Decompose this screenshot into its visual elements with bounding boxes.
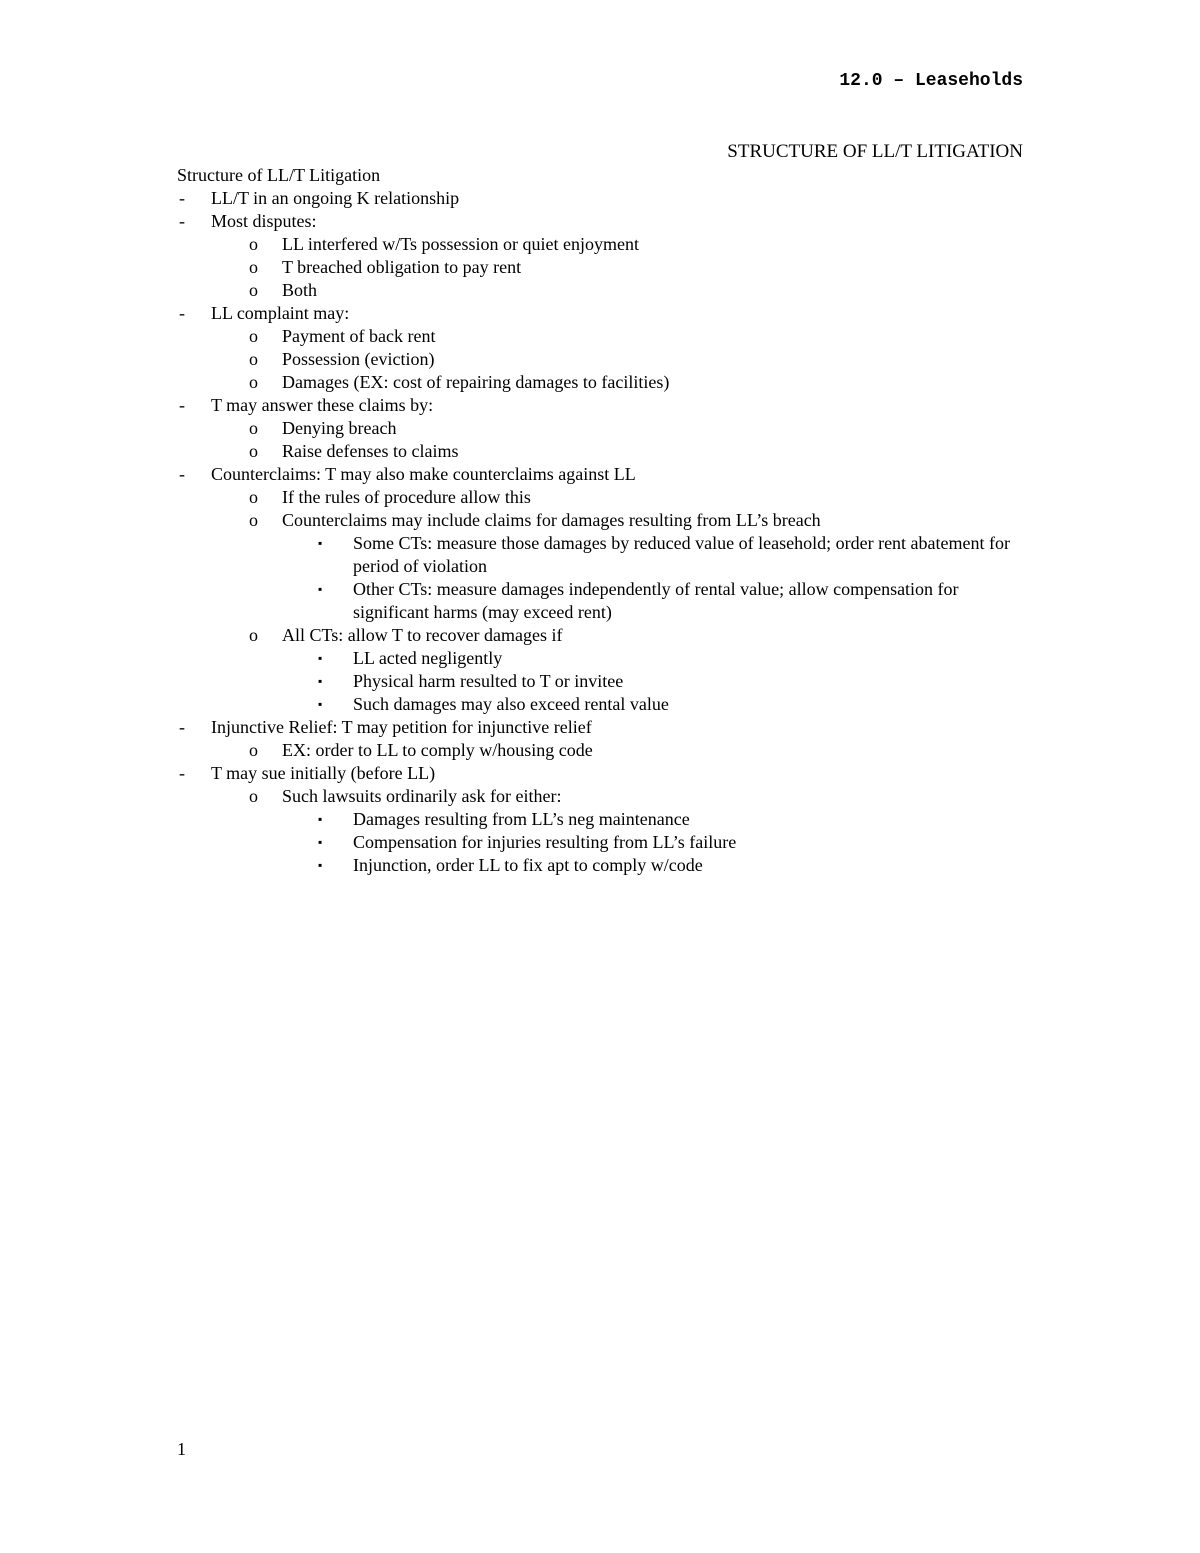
outline-sublist (211, 233, 1027, 302)
bullet-marker: ▪ (318, 536, 323, 550)
outline-item-level-3 (177, 693, 1027, 716)
bullet-marker: - (179, 188, 185, 208)
outline-item-level-3 (177, 532, 1027, 578)
bullet-marker: o (249, 257, 258, 277)
outline-item-text: All CTs: allow T to recover damages if (282, 625, 563, 645)
outline-item-level-1 (177, 463, 1027, 716)
page-number: 1 (177, 1439, 186, 1459)
outline-item-level-2 (177, 440, 1027, 463)
outline-item-level-3 (177, 854, 1027, 877)
bullet-marker: ▪ (318, 582, 323, 596)
outline-sublist (177, 532, 1027, 624)
outline-sublist (211, 785, 1027, 877)
bullet-marker: o (249, 740, 258, 760)
outline-sublist (211, 417, 1027, 463)
bullet-marker: - (179, 464, 185, 484)
bullet-marker: - (179, 303, 185, 323)
outline-item-level-2 (177, 486, 1027, 509)
page-header: 12.0 – Leaseholds (839, 71, 1023, 91)
outline-item-level-2 (177, 325, 1027, 348)
outline-item-text: Possession (eviction) (282, 349, 435, 369)
bullet-marker: ▪ (318, 651, 323, 665)
outline-item-level-3 (177, 808, 1027, 831)
outline-item-level-1 (177, 716, 1027, 762)
bullet-marker: - (179, 211, 185, 231)
outline-item-level-2 (177, 233, 1027, 256)
section-title: STRUCTURE OF LL/T LITIGATION (727, 141, 1023, 162)
outline-item-text: Other CTs: measure damages independently of rental value; allow compensation for significant harms (may exceed rent) (353, 579, 959, 622)
outline-item-text: Injunction, order LL to fix apt to comply w/code (353, 855, 703, 875)
outline-item-text: Most disputes: (211, 211, 317, 231)
outline-item-level-1 (177, 302, 1027, 394)
bullet-marker: ▪ (318, 858, 323, 872)
outline-item-text: Counterclaims may include claims for damages resulting from LL’s breach (282, 510, 821, 530)
outline-item-text: Such damages may also exceed rental value (353, 694, 669, 714)
outline-item-text: LL interfered w/Ts possession or quiet enjoyment (282, 234, 639, 254)
outline-item-level-2 (177, 509, 1027, 624)
outline-item-level-2 (177, 256, 1027, 279)
outline-item-level-3 (177, 647, 1027, 670)
outline-sublist (211, 739, 1027, 762)
bullet-marker: o (249, 487, 258, 507)
bullet-marker: - (179, 717, 185, 737)
document-body (177, 164, 1027, 877)
outline-item-text: T breached obligation to pay rent (282, 257, 522, 277)
outline-item-text: Physical harm resulted to T or invitee (353, 671, 624, 691)
outline-sublist (177, 808, 1027, 877)
outline-item-text: Denying breach (282, 418, 397, 438)
bullet-marker: o (249, 372, 258, 392)
outline-sublist (211, 325, 1027, 394)
bullet-marker: - (179, 763, 185, 783)
outline-item-level-2 (177, 279, 1027, 302)
outline-item-level-3 (177, 670, 1027, 693)
outline-sublist (177, 647, 1027, 716)
outline-item-text: EX: order to LL to comply w/housing code (282, 740, 593, 760)
outline-item-text: Compensation for injuries resulting from LL’s failure (353, 832, 737, 852)
outline-item-level-3 (177, 831, 1027, 854)
bullet-marker: o (249, 441, 258, 461)
bullet-marker: ▪ (318, 674, 323, 688)
outline-item-text: Raise defenses to claims (282, 441, 459, 461)
outline-item-text: T may answer these claims by: (211, 395, 434, 415)
outline-item-text: Damages (EX: cost of repairing damages to facilities) (282, 372, 670, 392)
bullet-marker: o (249, 326, 258, 346)
outline-sublist (211, 486, 1027, 716)
outline-item-text: Such lawsuits ordinarily ask for either: (282, 786, 562, 806)
bullet-marker: ▪ (318, 697, 323, 711)
outline-item-text: Counterclaims: T may also make counterclaims against LL (211, 464, 636, 484)
outline-item-text: T may sue initially (before LL) (211, 763, 436, 783)
outline-item-text: Payment of back rent (282, 326, 436, 346)
outline-item-level-1 (177, 210, 1027, 302)
outline-item-level-1 (177, 187, 1027, 210)
outline-item-level-1 (177, 762, 1027, 877)
outline-item-text: LL/T in an ongoing K relationship (211, 188, 460, 208)
bullet-marker: o (249, 625, 258, 645)
outline-item-text: Both (282, 280, 318, 300)
outline-item-text: If the rules of procedure allow this (282, 487, 531, 507)
bullet-marker: o (249, 510, 258, 530)
bullet-marker: o (249, 280, 258, 300)
outline-item-level-2 (177, 785, 1027, 877)
outline-list (177, 187, 1027, 877)
outline-item-text: LL complaint may: (211, 303, 350, 323)
outline-item-level-2 (177, 417, 1027, 440)
document-title: Structure of LL/T Litigation (177, 165, 381, 185)
outline-item-text: Injunctive Relief: T may petition for injunctive relief (211, 717, 592, 737)
outline-item-text: LL acted negligently (353, 648, 503, 668)
bullet-marker: o (249, 786, 258, 806)
outline-item-level-1 (177, 394, 1027, 463)
bullet-marker: o (249, 418, 258, 438)
outline-item-level-2 (177, 739, 1027, 762)
bullet-marker: o (249, 349, 258, 369)
bullet-marker: - (179, 395, 185, 415)
outline-item-level-2 (177, 624, 1027, 716)
outline-item-level-2 (177, 371, 1027, 394)
bullet-marker: o (249, 234, 258, 254)
bullet-marker: ▪ (318, 835, 323, 849)
outline-item-text: Some CTs: measure those damages by reduced value of leasehold; order rent abatement for period of violation (353, 533, 1011, 576)
outline-item-level-3 (177, 578, 1027, 624)
outline-item-level-2 (177, 348, 1027, 371)
outline-item-text: Damages resulting from LL’s neg maintenance (353, 809, 690, 829)
bullet-marker: ▪ (318, 812, 323, 826)
